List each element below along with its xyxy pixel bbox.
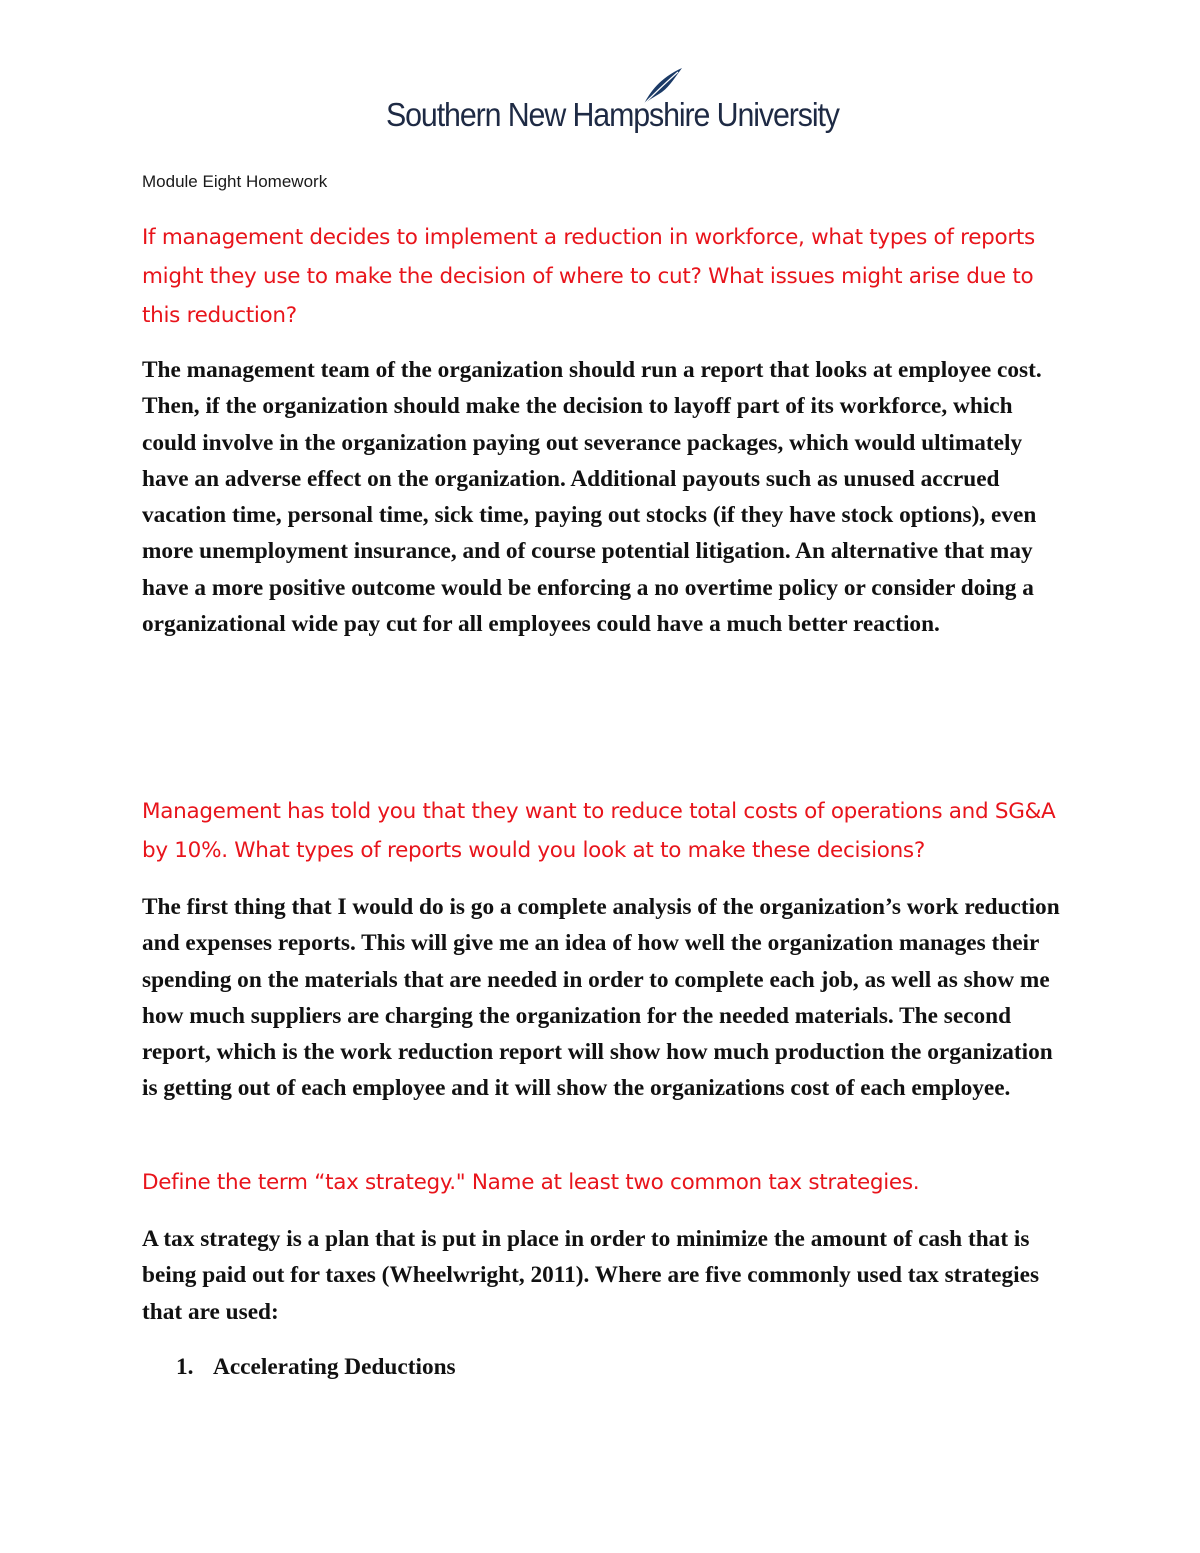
logo-text: Southern New Hampshire University [386,96,839,133]
question-3: Define the term “tax strategy." Name at least two common tax strategies. [142,1170,920,1195]
list-item-text: Accelerating Deductions [213,1354,456,1380]
answer-3: A tax strategy is a plan that is put in place in order to minimize the amount of cash that is being paid out for taxes (Wheelwright, 2011). Where are five commonly used tax strategies that are used: [142,1226,1040,1325]
document-label: Module Eight Homework [142,172,328,191]
list-item [142,1349,456,1385]
answer-2: The first thing that I would do is go a complete analysis of the organization’s work reduction and expenses reports. This will give me an idea of how well the organization manages their spending on the materials that are needed in order to complete each job, as well as show me how much suppliers are charging the organization for the needed materials. The second report, which is the work reduction report will show how much production the organization is getting out of each employee and it will show the organizations cost of each employee. [142,894,1060,1102]
university-logo [386,66,839,146]
question-2: Management has told you that they want to reduce total costs of operations and SG&A by 10%. What types of reports would you look at to make these decisions? [142,799,1056,863]
answer-1: The management team of the organization should run a report that looks at employee cost. Then, if the organization should make the decision to layoff part of its workforce, which could involve in the organization paying out severance packages, which would ultimately have an adverse effect on the organization. Additional payouts such as unused accrued vacation time, personal time, sick time, paying out stocks (if they have stock options), even more unemployment insurance, and of course potential litigation. An alternative that may have a more positive outcome would be enforcing a no overtime policy or consider doing a organizational wide pay cut for all employees could have a much better reaction. [142,357,1042,638]
list-item-number: 1. [176,1354,194,1380]
question-1: If management decides to implement a reduction in workforce, what types of reports might they use to make the decision of where to cut? What issues might arise due to this reduction? [142,225,1035,328]
tax-strategy-list [142,1349,456,1385]
